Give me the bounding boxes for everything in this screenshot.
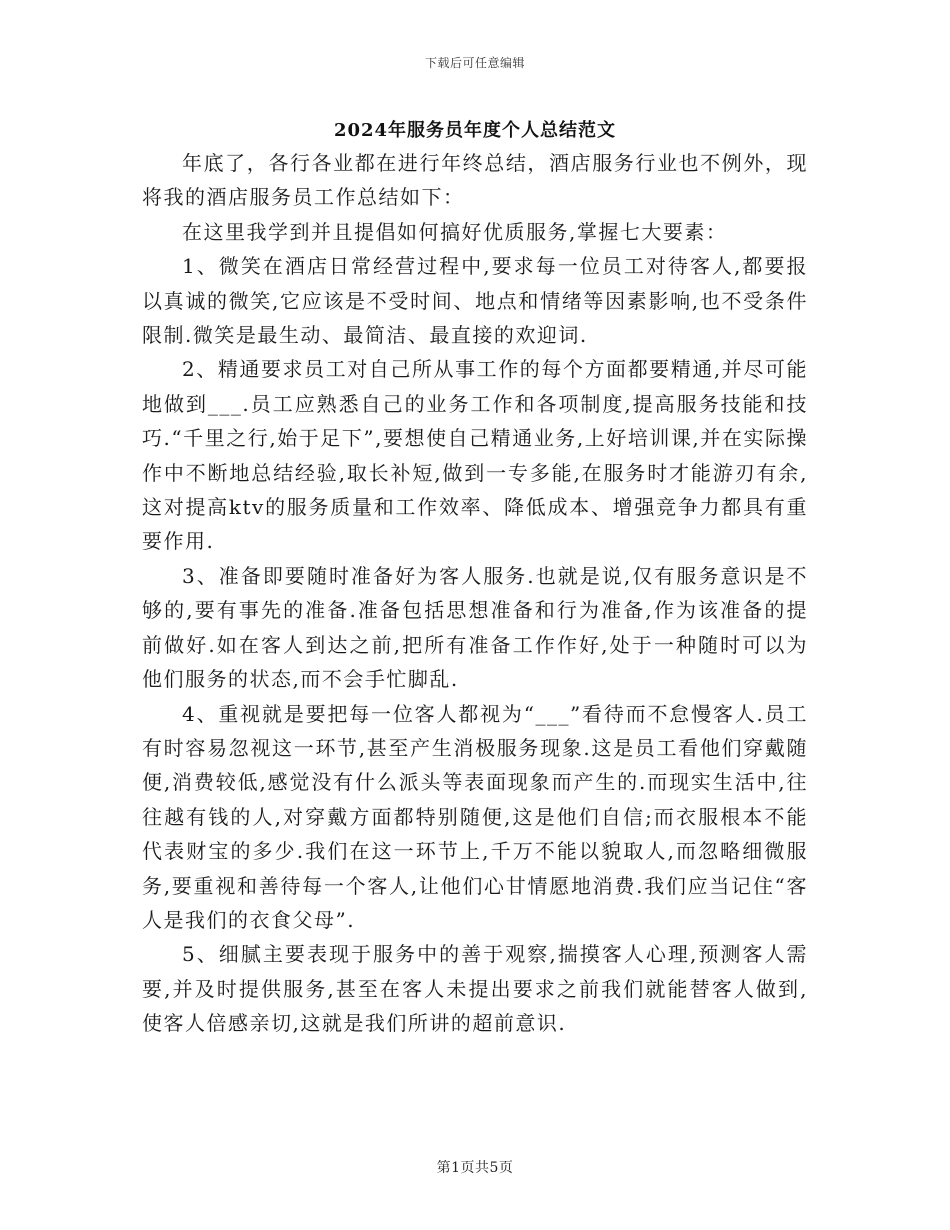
paragraph-preparation: 3、准备即要随时准备好为客人服务.也就是说,仅有服务意识是不够的,要有事先的准备.准备包括思想准备和行为准备,作为该准备的提前做好.如在客人到达之前,把所有准备工作作好,处于一种随时可以为他们服务的状态,而不会手忙脚乱. [142,563,808,692]
paragraph-smile: 1、微笑在酒店日常经营过程中,要求每一位员工对待客人,都要报以真诚的微笑,它应该是不受时间、地点和情绪等因素影响,也不受条件限制.微笑是最生动、最简洁、最直接的欢迎词. [142,254,808,348]
paragraph-proficiency: 2、精通要求员工对自己所从事工作的每个方面都要精通,并尽可能地做到___.员工应熟悉自己的业务工作和各项制度,提高服务技能和技巧.“千里之行,始于足下”,要想使自己精通业务,上好培训课,并在实际操作中不断地总结经验,取长补短,做到一专多能,在服务时才能游刃有余,这对提高ktv的服务质量和工作效率、降低成本、增强竞争力都具有重要作用. [142,357,808,554]
header-note: 下载后可任意编辑 [424,56,525,70]
document-title: 2024年服务员年度个人总结范文 [333,120,617,141]
paragraph-elements-lead: 在这里我学到并且提倡如何搞好优质服务,掌握七大要素： [182,219,728,244]
paragraph-attention: 4、重视就是要把每一位客人都视为“___”看待而不怠慢客人.员工有时容易忽视这一环节,甚至产生消极服务现象.这是员工看他们穿戴随便,消费较低,感觉没有什么派头等表面现象而产生的.而现实生活中,往往越有钱的人,对穿戴方面都特别随便,这是他们自信;而衣服根本不能代表财宝的多少.我们在这一环节上,千万不能以貌取人,而忽略细微服务,要重视和善待每一个客人,让他们心甘情愿地消费.我们应当记住“客人是我们的衣食父母”. [142,701,808,932]
document-body [142,146,808,1041]
page-number: 第1页共5页 [436,1160,514,1176]
paragraph-intro: 年底了，各行各业都在进行年终总结，酒店服务行业也不例外，现将我的酒店服务员工作总结如下： [142,151,808,210]
paragraph-attentiveness: 5、细腻主要表现于服务中的善于观察,揣摸客人心理,预测客人需要,并及时提供服务,甚至在客人未提出要求之前我们就能替客人做到,使客人倍感亲切,这就是我们所讲的超前意识. [142,942,808,1036]
